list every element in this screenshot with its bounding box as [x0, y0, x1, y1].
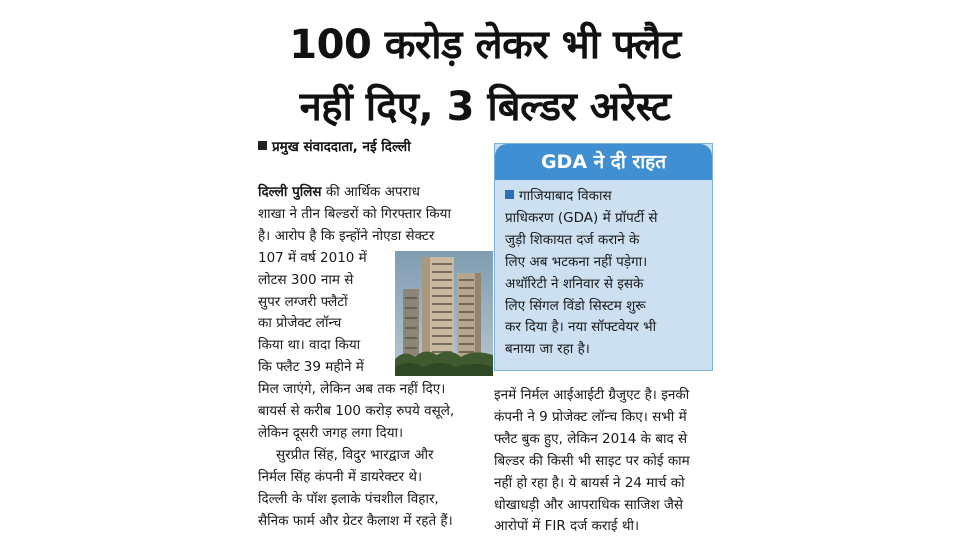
story-line: लोटस 300 नाम से — [258, 271, 354, 288]
sidebar-line: लिए सिंगल विंडो सिस्टम शुरू — [505, 297, 646, 314]
byline — [258, 137, 411, 155]
byline-text: प्रमुख संवाददाता, नई दिल्ली — [272, 139, 411, 155]
story-lead: दिल्ली पुलिस — [258, 184, 322, 200]
sidebar-body — [505, 186, 705, 361]
story-line: फ्लैट बुक हुए, लेकिन 2014 के बाद से — [494, 430, 688, 447]
story-right-column — [494, 385, 710, 538]
story-line: कंपनी ने 9 प्रोजेक्ट लॉन्च किए। सभी में — [494, 408, 687, 425]
story-line: दिल्ली पुलिस की आर्थिक अपराध — [258, 184, 420, 200]
sidebar-line: जुड़ी शिकायत दर्ज कराने के — [505, 231, 640, 248]
sidebar-line: प्राधिकरण (GDA) में प्रॉपर्टी से — [505, 209, 658, 226]
story-line: लेकिन दूसरी जगह लगा दिया। — [258, 424, 404, 441]
story-line: सुपर लग्जरी फ्लैटों — [258, 293, 348, 310]
story-line: बिल्डर की किसी भी साइट पर कोई काम — [494, 452, 690, 469]
story-line: है। आरोप है कि इन्होंने नोएडा सेक्टर — [258, 227, 435, 244]
headline-line-2: नहीं दिए, 3 बिल्डर अरेस्ट — [299, 84, 671, 130]
story-line: शाखा ने तीन बिल्डरों को गिरफ्तार किया — [258, 205, 451, 222]
square-bullet-icon — [258, 141, 267, 150]
story-line: सुरप्रीत सिंह, विदुर भारद्वाज और — [276, 446, 434, 463]
story-line: कि फ्लैट 39 महीने में — [258, 359, 364, 376]
sidebar-title: GDA ने दी राहत — [495, 144, 712, 180]
sidebar-line: अथॉरिटी ने शनिवार से इसके — [505, 275, 644, 292]
story-line: का प्रोजेक्ट लॉन्च — [258, 315, 342, 332]
sidebar-line: बनाया जा रहा है। — [505, 341, 590, 358]
story-line: धोखाधड़ी और आपराधिक साजिश जैसे — [494, 496, 683, 513]
story-line: इनमें निर्मल आईआईटी ग्रैजुएट है। इनकी — [494, 387, 690, 403]
gda-sidebar-box — [494, 143, 713, 371]
building-photo — [395, 251, 493, 376]
sidebar-line: कर दिया है। नया सॉफ्टवेयर भी — [505, 319, 657, 336]
story-line: किया था। वादा किया — [258, 337, 361, 354]
story-line: आरोपों में FIR दर्ज कराई थी। — [494, 518, 640, 535]
story-line: बायर्स से करीब 100 करोड़ रुपये वसूले, — [258, 403, 455, 420]
square-bullet-icon — [505, 190, 514, 199]
story-line: नहीं हो रहा है। ये बायर्स ने 24 मार्च को — [494, 474, 685, 491]
sidebar-line: लिए अब भटकना नहीं पड़ेगा। — [505, 253, 648, 270]
headline-line-1: 100 करोड़ लेकर भी फ्लैट — [289, 22, 681, 68]
story-line: निर्मल सिंह कंपनी में डायरेक्टर थे। — [258, 468, 423, 485]
sidebar-line: गाजियाबाद विकास — [505, 186, 705, 208]
story-line: 107 में वर्ष 2010 में — [258, 249, 367, 266]
building-photo-icon — [395, 251, 493, 376]
story-line: सैनिक फार्म और ग्रेटर कैलाश में रहते हैं। — [258, 512, 453, 529]
story-line: मिल जाएंगे, लेकिन अब तक नहीं दिए। — [258, 381, 446, 398]
story-line: दिल्ली के पॉश इलाके पंचशील विहार, — [258, 490, 439, 507]
